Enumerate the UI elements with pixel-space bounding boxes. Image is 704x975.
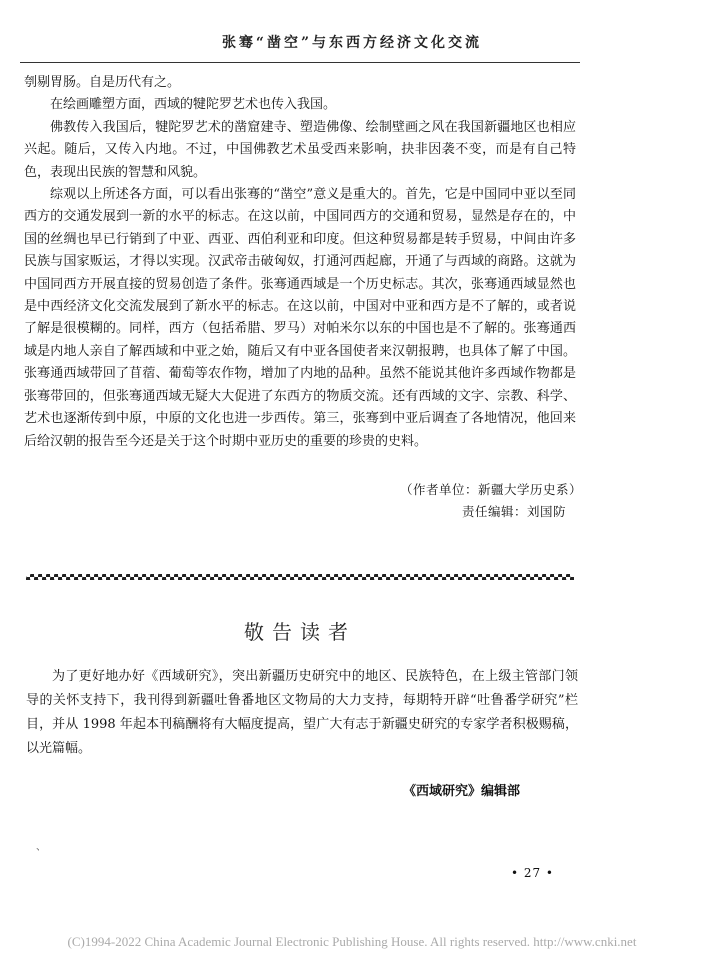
article-body xyxy=(24,72,576,453)
author-affiliation: （作者单位：新疆大学历史系） xyxy=(399,482,582,497)
paragraph-3: 佛教传入我国后，犍陀罗艺术的凿窟建寺、塑造佛像、绘制壁画之风在我国新疆地区也相应兴起。随后，又传入内地。不过，中国佛教艺术虽受西来影响，抉非因袭不变，而是有自己特色，表现出民族的智慧和风貌。 xyxy=(24,119,576,180)
copyright-footer: (C)1994-2022 China Academic Journal Electronic Publishing House. All rights reserved. http://www.cnki.net xyxy=(67,934,637,949)
running-header: 张骞“凿空”与东西方经济文化交流 xyxy=(221,35,483,51)
notice-signature: 《西域研究》编辑部 xyxy=(402,784,520,799)
page-number: • 27 • xyxy=(510,866,554,880)
paragraph-4: 综观以上所述各方面，可以看出张骞的“凿空”意义是重大的。首先，它是中国同中亚以至同西方的交通发展到一新的水平的标志。在这以前，中国同西方的交通和贸易，显然是存在的，中国的丝绸也早已行销到了中亚、西亚、西伯利亚和印度。但这种贸易都是转手贸易，中间由许多民族与国家贩运，才得以实现。汉武帝击破匈奴，打通河西起廊，开通了与西域的商路。这就为中国同西方开展直接的贸易创造了条件。张骞通西域是一个历史标志。其次，张骞通西域显然也是中西经济文化交流发展到了新水平的标志。在这以前，中国对中亚和西方是不了解的，或者说了解是很模糊的。同样，西方（包括希腊、罗马）对帕米尔以东的中国也是不了解的。张骞通西域是内地人亲自了解西域和中亚之始，随后又有中亚各国使者来汉朝报聘，也具体了解了中国。张骞通西域带回了苜蓿、葡萄等农作物，增加了内地的品种。虽然不能说其他许多西域作物都是张骞带回的，但张骞通西域无疑大大促进了东西方的物质交流。还有西域的文字、宗教、科学、艺术也逐渐传到中原，中原的文化也进一步西传。第三，张骞到中亚后调查了各地情况，他回来后给汉朝的报告至今还是关于这个时期中亚历史的重要的珍贵的史料。 xyxy=(24,187,576,449)
section-divider xyxy=(26,574,574,580)
paragraph-2: 在绘画雕塑方面，西域的犍陀罗艺术也传入我国。 xyxy=(50,97,337,113)
stray-mark: 、 xyxy=(36,842,46,853)
header-rule xyxy=(20,62,580,63)
notice-body: 为了更好地办好《西域研究》，突出新疆历史研究中的地区、民族特色，在上级主管部门领导的关怀支持下，我刊得到新疆吐鲁番地区文物局的大力支持，每期特开辟“吐鲁番学研究”栏目，并从 1998 年起本刊稿酬将有大幅度提高，望广大有志于新疆史研究的专家学者积极赐稿，以光篇幅。 xyxy=(26,669,578,756)
notice-title: 敬告读者 xyxy=(244,620,356,644)
paragraph-1: 刳剔胃肠。自是历代有之。 xyxy=(24,75,181,90)
responsible-editor: 责任编辑：刘国防 xyxy=(461,504,566,519)
